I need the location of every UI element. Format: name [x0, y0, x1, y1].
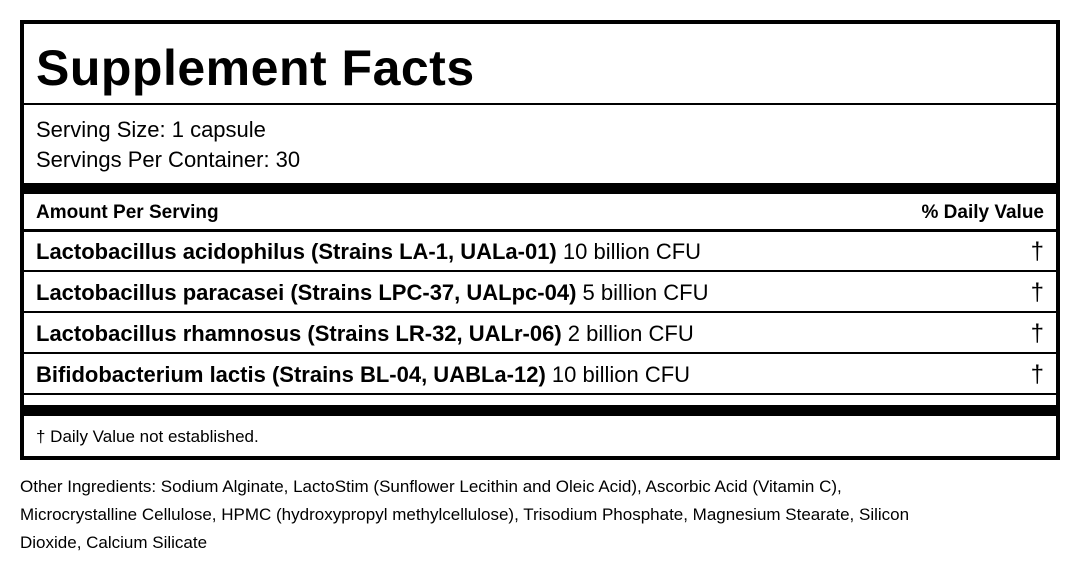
ingredient-row — [36, 232, 1044, 272]
divider — [24, 393, 1056, 395]
serving-size: Serving Size: 1 capsule — [36, 117, 266, 142]
amount-per-serving-header: Amount Per Serving — [36, 202, 219, 223]
supplement-facts-panel — [20, 20, 1060, 460]
thick-divider — [24, 183, 1056, 194]
daily-value-dagger: † — [1030, 279, 1044, 306]
ingredient-text — [36, 321, 694, 347]
ingredient-text — [36, 280, 708, 306]
divider — [24, 103, 1056, 105]
ingredient-name: Bifidobacterium lactis (Strains BL-04, UABLa-12) — [36, 362, 546, 387]
ingredient-text — [36, 239, 701, 265]
ingredient-amount: 2 billion CFU — [567, 321, 694, 346]
ingredient-name: Lactobacillus acidophilus (Strains LA-1, UALa-01) — [36, 239, 557, 264]
ingredient-text — [36, 362, 690, 388]
other-ingredients-line: Dioxide, Calcium Silicate — [20, 533, 208, 552]
ingredient-name: Lactobacillus rhamnosus (Strains LR-32, UALr-06) — [36, 321, 562, 346]
panel-title: Supplement Facts — [36, 40, 475, 96]
divider — [24, 352, 1056, 354]
other-ingredients — [20, 473, 1060, 557]
divider — [24, 311, 1056, 313]
other-ingredients-line: Microcrystalline Cellulose, HPMC (hydroxypropyl methylcellulose), Trisodium Phosphate, Magnesium Stearate, Silicon — [20, 505, 910, 524]
ingredient-amount: 5 billion CFU — [582, 280, 709, 305]
divider — [24, 270, 1056, 272]
ingredient-row — [36, 355, 1044, 395]
ingredient-row — [36, 314, 1044, 354]
ingredient-name: Lactobacillus paracasei (Strains LPC-37, UALpc-04) — [36, 280, 577, 305]
daily-value-dagger: † — [1030, 361, 1044, 388]
daily-value-dagger: † — [1030, 320, 1044, 347]
other-ingredients-line: Other Ingredients: Sodium Alginate, LactoStim (Sunflower Lecithin and Oleic Acid), Ascorbic Acid (Vitamin C), — [20, 477, 842, 496]
thick-divider — [24, 405, 1056, 416]
daily-value-header: % Daily Value — [921, 202, 1044, 223]
daily-value-footnote: † Daily Value not established. — [36, 427, 259, 446]
servings-per-container: Servings Per Container: 30 — [36, 147, 301, 172]
ingredient-amount: 10 billion CFU — [562, 239, 702, 264]
ingredient-amount: 10 billion CFU — [551, 362, 691, 387]
daily-value-dagger: † — [1030, 238, 1044, 265]
ingredient-row — [36, 273, 1044, 313]
